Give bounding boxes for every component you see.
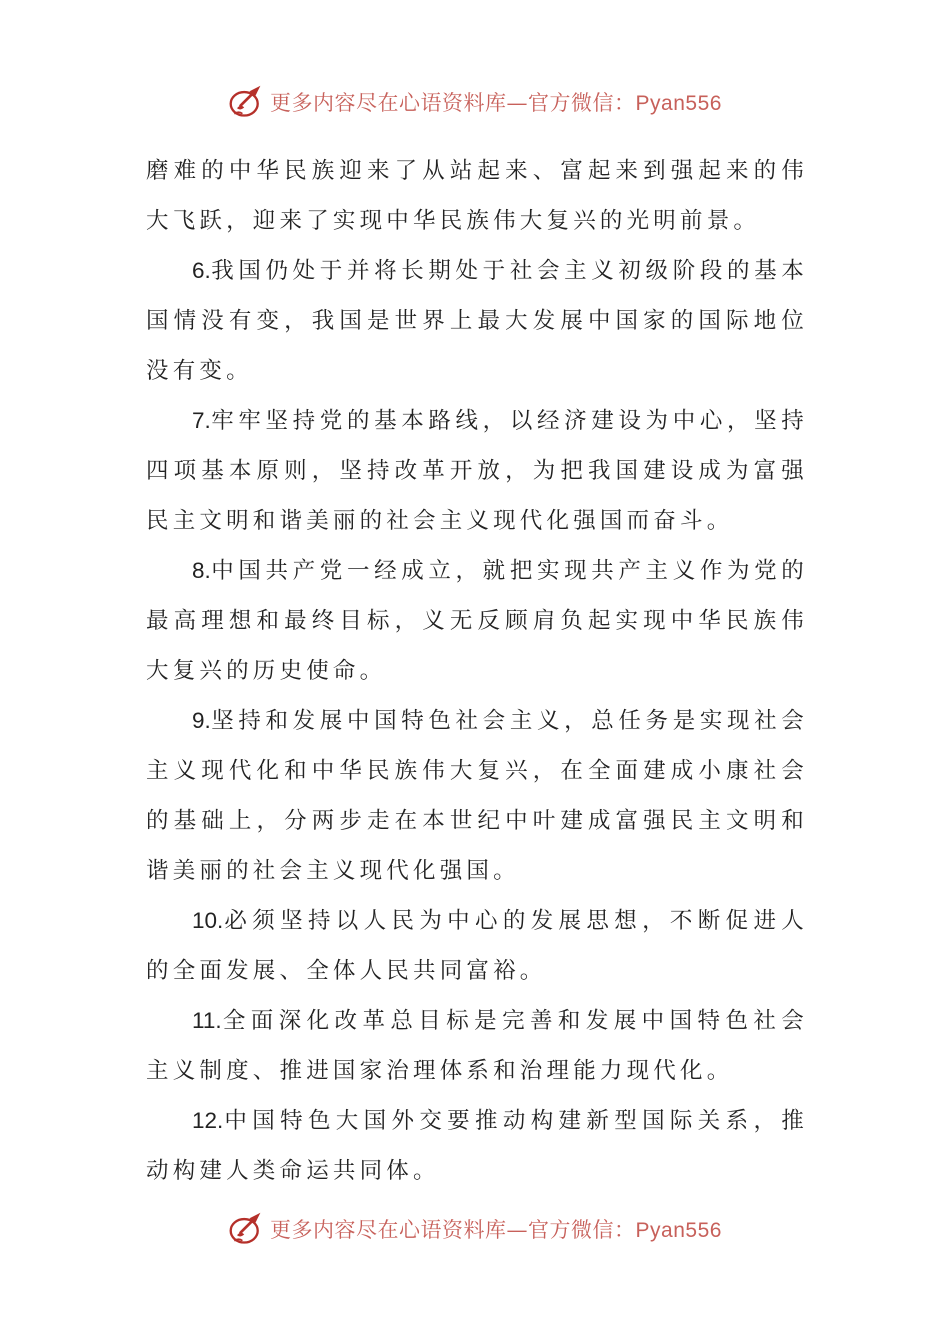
- wechat-id: Pyan556: [635, 1219, 722, 1242]
- paragraph-text: 我国仍处于并将长期处于社会主义初级阶段的基本国情没有变，我国是世界上最大发展中国家的国际地位没有变。: [146, 258, 808, 384]
- paragraph-text: 牢牢坚持党的基本路线，以经济建设为中心，坚持四项基本原则，坚持改革开放，为把我国建设成为富强民主文明和谐美丽的社会主义现代化强国而奋斗。: [146, 408, 808, 534]
- banner-label: 更多内容尽在心语资料库—官方微信：: [270, 1218, 636, 1242]
- footer-banner: [0, 1207, 950, 1251]
- paragraph-number: 6.: [192, 258, 211, 283]
- paragraph-number: 9.: [192, 708, 211, 733]
- paragraph-number: 7.: [192, 408, 211, 433]
- paragraph: [146, 1096, 808, 1196]
- paragraph-text: 必须坚持以人民为中心的发展思想，不断促进人的全面发展、全体人民共同富裕。: [146, 908, 808, 984]
- paragraph-text: 坚持和发展中国特色社会主义，总任务是实现社会主义现代化和中华民族伟大复兴，在全面建成小康社会的基础上，分两步走在本世纪中叶建成富强民主文明和谐美丽的社会主义现代化强国。: [146, 708, 808, 884]
- header-banner: [0, 80, 950, 124]
- paragraph: [146, 146, 808, 246]
- banner-text: [270, 1214, 722, 1244]
- paragraph-text: 中国共产党一经成立，就把实现共产主义作为党的最高理想和最终目标，义无反顾肩负起实现中华民族伟大复兴的历史使命。: [146, 558, 808, 684]
- paragraph-number: 8.: [192, 558, 211, 583]
- paragraph: [146, 546, 808, 696]
- paragraph-text: 磨难的中华民族迎来了从站起来、富起来到强起来的伟大飞跃，迎来了实现中华民族伟大复兴的光明前景。: [146, 158, 808, 234]
- paragraph: [146, 896, 808, 996]
- paragraph-number: 10.: [192, 908, 224, 933]
- paragraph-number: 12.: [192, 1108, 224, 1133]
- paragraph-text: 中国特色大国外交要推动构建新型国际关系，推动构建人类命运共同体。: [146, 1108, 808, 1184]
- paragraph: [146, 246, 808, 396]
- wechat-id: Pyan556: [635, 92, 722, 115]
- paragraph: [146, 696, 808, 896]
- pen-nib-logo-icon: [228, 1211, 264, 1247]
- document-body: [146, 146, 808, 1196]
- banner-label: 更多内容尽在心语资料库—官方微信：: [270, 91, 636, 115]
- pen-nib-logo-icon: [228, 84, 264, 120]
- banner-text: [270, 87, 722, 117]
- paragraph: [146, 396, 808, 546]
- paragraph: [146, 996, 808, 1096]
- paragraph-number: 11.: [192, 1008, 222, 1033]
- paragraph-text: 全面深化改革总目标是完善和发展中国特色社会主义制度、推进国家治理体系和治理能力现代化。: [146, 1008, 808, 1084]
